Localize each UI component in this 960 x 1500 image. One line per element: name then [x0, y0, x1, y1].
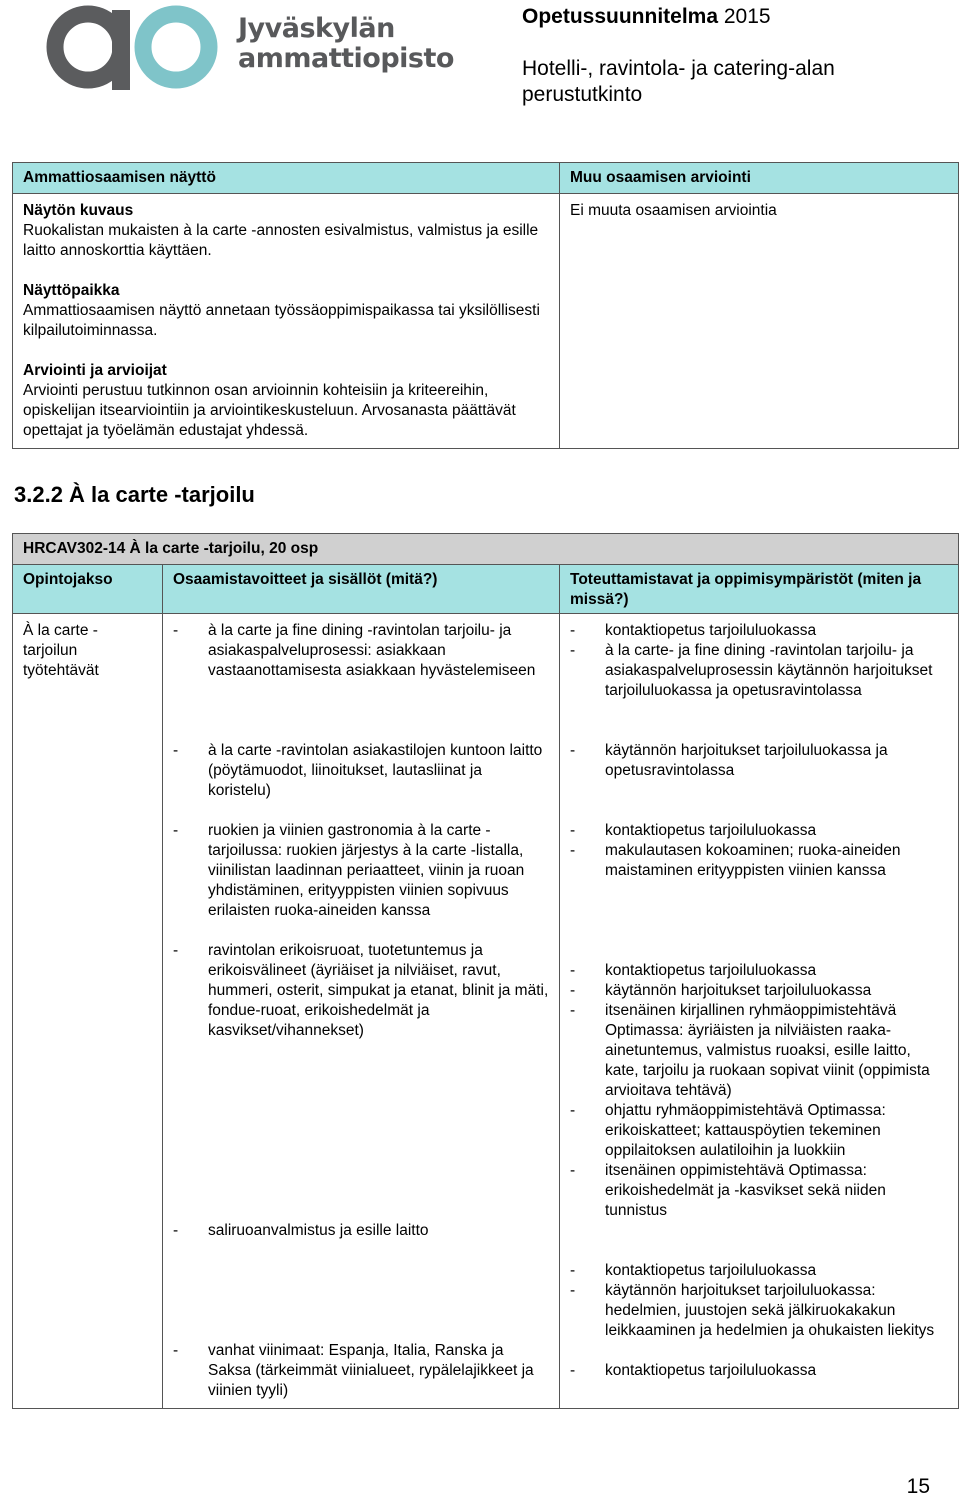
- goal-item: - ravintolan erikoisruoat, tuotetuntemus ja erikoisvälineet (äyriäiset ja nilviäiset, ravut, hummeri, osterit, simpukat ja etanat, blinit ja mäti, fondue-ruoat, erikoishedelmät ja kasvikset/vihannekset): [173, 941, 549, 1221]
- methods-list: [570, 741, 948, 821]
- demo-block-place: [23, 281, 549, 341]
- goal-item: - à la carte -ravintolan asiakastilojen kuntoon laitto (pöytämuodot, liinoitukset, lautasliinat ja koristelu): [173, 741, 549, 821]
- logo-text: [238, 14, 454, 74]
- methods-cell: [560, 614, 959, 1409]
- course-table: [12, 533, 959, 1409]
- goal-item: - saliruoanvalmistus ja esille laitto: [173, 1221, 549, 1341]
- block-title: Näyttöpaikka: [23, 282, 120, 299]
- method-item: - itsenäinen kirjallinen ryhmäoppimistehtävä Optimassa: äyriäisten ja nilviäisten raaka-ainetuntemus, valmistus ruoaksi, esille laitto, kate, tarjoilu ja ruokaan sopivat viinit (oppimista arvioitava tehtävä): [570, 1001, 948, 1101]
- method-item: - itsenäinen oppimistehtävä Optimassa: erikoishedelmät ja -kasvikset sekä niiden tunnistus: [570, 1161, 948, 1221]
- other-assessment-header: Muu osaamisen arviointi: [560, 163, 959, 194]
- col-header-goals: Osaamistavoitteet ja sisällöt (mitä?): [163, 565, 560, 614]
- demo-block-assessment: [23, 361, 549, 441]
- document-title: [522, 4, 771, 30]
- method-item: - kontaktiopetus tarjoiluluokassa: [570, 621, 948, 641]
- page-number: 15: [906, 1475, 930, 1498]
- col-header-unit: Opintojakso: [13, 565, 163, 614]
- goals-list: [173, 621, 549, 1401]
- demonstration-body: [13, 194, 560, 449]
- method-item: - kontaktiopetus tarjoiluluokassa: [570, 1261, 948, 1281]
- col-header-methods: Toteuttamistavat ja oppimisympäristöt (miten ja missä?): [560, 565, 959, 614]
- section-heading: 3.2.2 À la carte -tarjoilu: [14, 482, 255, 507]
- other-assessment-text: Ei muuta osaamisen arviointia: [560, 194, 959, 449]
- method-item: - à la carte- ja fine dining -ravintolan tarjoilu- ja asiakaspalveluprosessin käytännön harjoitukset tarjoiluluokassa ja opetusravintolassa: [570, 641, 948, 701]
- goal-item: - vanhat viinimaat: Espanja, Italia, Ranska ja Saksa (tärkeimmät viinialueet, rypälelajikkeet ja viinien tyyli): [173, 1341, 549, 1401]
- method-item: - kontaktiopetus tarjoiluluokassa: [570, 1361, 948, 1381]
- methods-list: [570, 941, 948, 1261]
- title-bold: Opetussuunnitelma: [522, 5, 719, 28]
- method-item: - käytännön harjoitukset tarjoiluluokassa ja opetusravintolassa: [570, 741, 948, 781]
- logo-ao-mark: [44, 0, 244, 100]
- document-subtitle: Hotelli-, ravintola- ja catering-alan perustutkinto: [522, 57, 835, 106]
- methods-list: [570, 1261, 948, 1361]
- methods-list: [570, 1361, 948, 1381]
- method-item: - ohjattu ryhmäoppimistehtävä Optimassa: erikoiskatteet; kattauspöytien tekeminen oppilaitoksen aulatiloihin ja luokkiin: [570, 1101, 948, 1161]
- demo-block-description: [23, 201, 549, 261]
- course-code-title: HRCAV302-14 À la carte -tarjoilu, 20 osp: [13, 534, 959, 565]
- block-title: Arviointi ja arvioijat: [23, 362, 167, 379]
- method-item: - käytännön harjoitukset tarjoiluluokassa: hedelmien, juustojen sekä jälkiruokakakun leikkaaminen ja hedelmien ja ohukaisten liekitys: [570, 1281, 948, 1341]
- method-item: - kontaktiopetus tarjoiluluokassa: [570, 961, 948, 981]
- methods-list: [570, 821, 948, 941]
- method-item: - makulautasen kokoaminen; ruoka-aineiden maistaminen erityyppisten viinien kanssa: [570, 841, 948, 881]
- block-text: Arviointi perustuu tutkinnon osan arvioinnin kohteisiin ja kriteereihin, opiskelijan itsearviointiin ja arviointikeskusteluun. Arvosanasta päättävät opettajat ja työelämän edustajat yhdessä.: [23, 382, 516, 439]
- demonstration-table: [12, 162, 959, 449]
- methods-list: [570, 621, 948, 741]
- method-item: - käytännön harjoitukset tarjoiluluokassa: [570, 981, 948, 1001]
- title-year: 2015: [718, 5, 771, 28]
- goal-item: - à la carte ja fine dining -ravintolan tarjoilu- ja asiakaspalveluprosessi: asiakkaan vastaanottamisesta asiakkaan hyvästelemiseen: [173, 621, 549, 741]
- goals-cell: [163, 614, 560, 1409]
- method-item: - kontaktiopetus tarjoiluluokassa: [570, 821, 948, 841]
- demonstration-header: Ammattiosaamisen näyttö: [13, 163, 560, 194]
- unit-name: À la carte -tarjoilun työtehtävät: [13, 614, 163, 1409]
- logo-line2: ammattiopisto: [238, 43, 454, 74]
- block-text: Ammattiosaamisen näyttö annetaan työssäoppimispaikassa tai yksilöllisesti kilpailutoiminnassa.: [23, 302, 540, 339]
- goal-item: - ruokien ja viinien gastronomia à la carte -tarjoilussa: ruokien järjestys à la carte -listalla, viinilistan laadinnan periaatteet, viinin ja ruoan yhdistäminen, erityyppisten viinien sopivuus erilaisten ruoka-aineiden kanssa: [173, 821, 549, 941]
- block-title: Näytön kuvaus: [23, 202, 134, 219]
- logo-line1: Jyväskylän: [238, 13, 395, 44]
- block-text: Ruokalistan mukaisten à la carte -annosten esivalmistus, valmistus ja esille laitto annoskorttia käyttäen.: [23, 222, 539, 259]
